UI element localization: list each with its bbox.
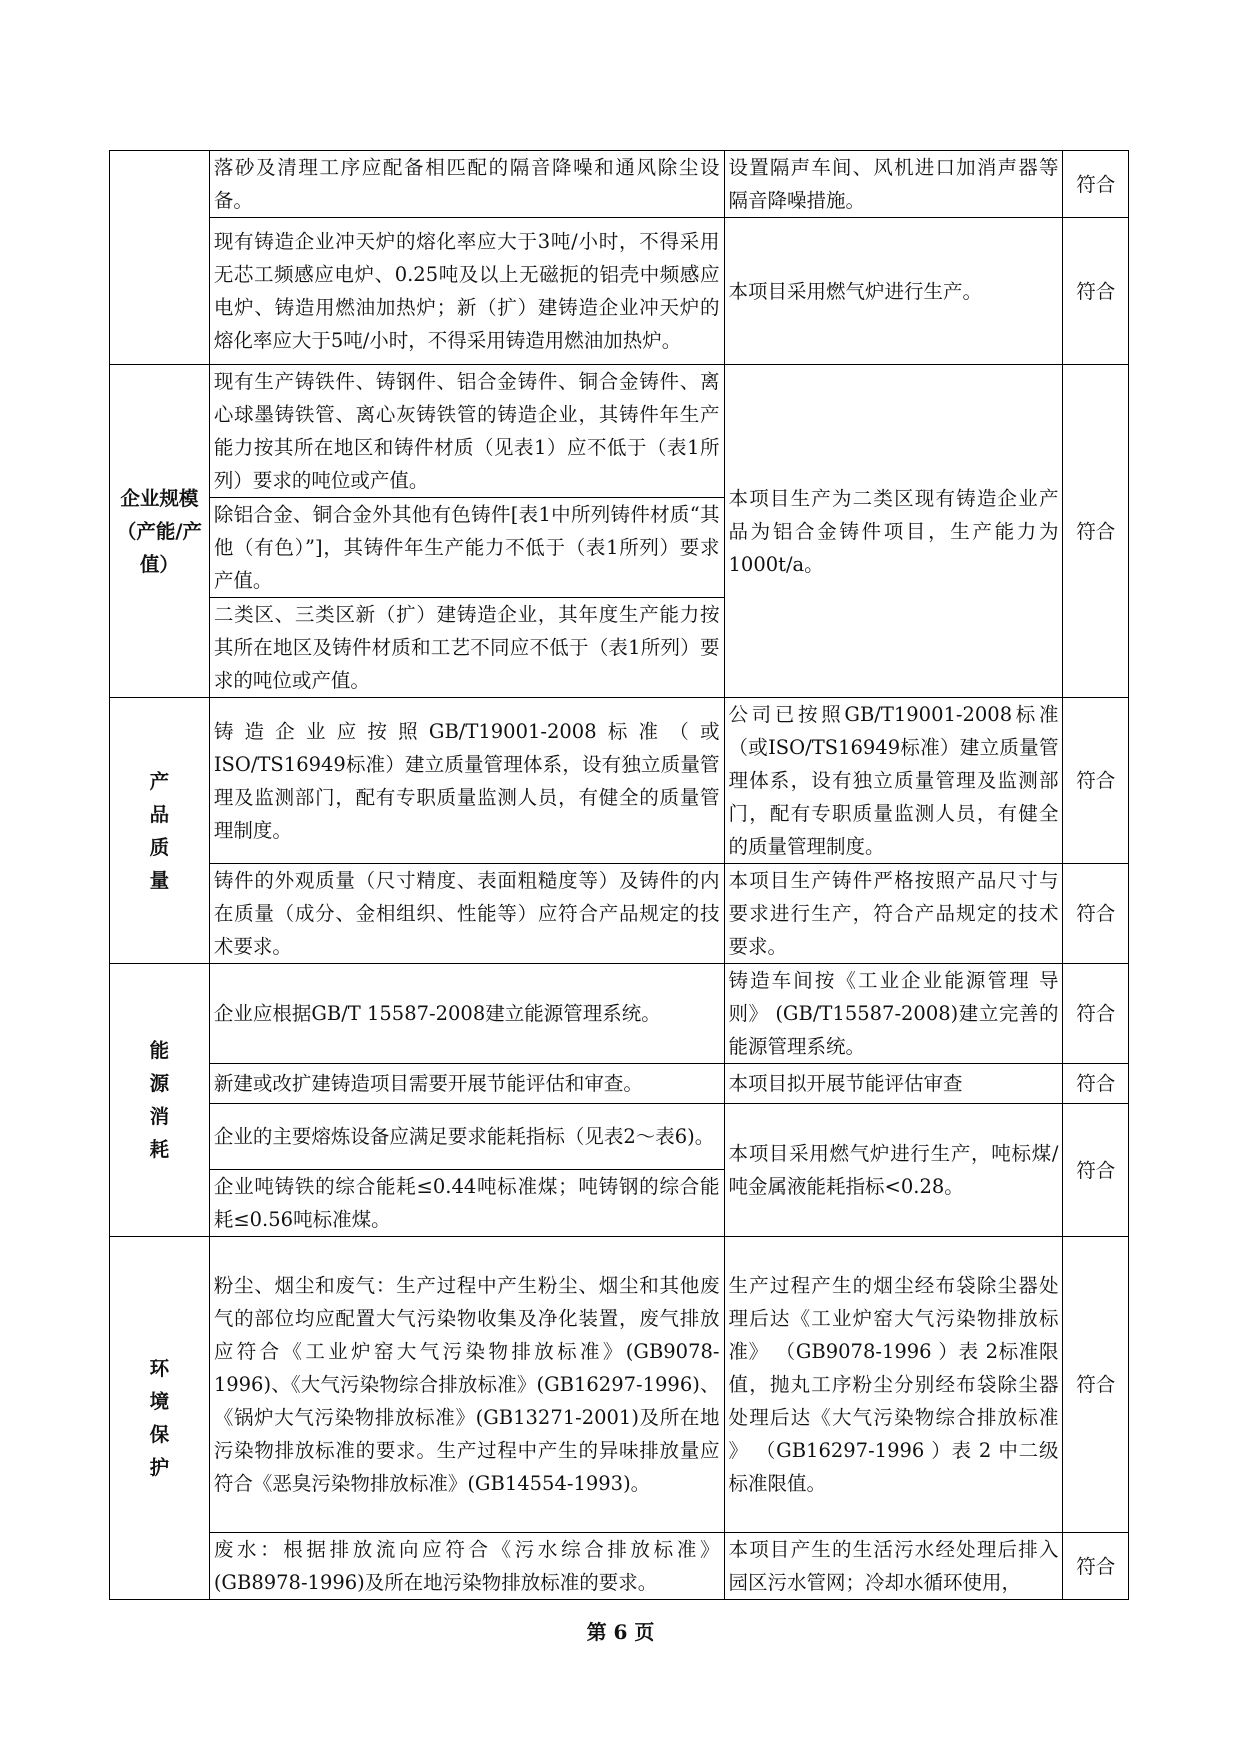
category-char: 产 xyxy=(149,769,170,793)
project-status-cell: 本项目拟开展节能评估审查 xyxy=(724,1064,1063,1104)
category-energy xyxy=(110,964,210,1237)
category-char: 能 xyxy=(149,1039,170,1062)
project-status-cell: 铸造车间按《工业企业能源管理 导则》 (GB/T15587-2008)建立完善的能源管理系统。 xyxy=(724,964,1063,1064)
requirement-cell: 除铝合金、铜合金外其他有色铸件[表1中所列铸件材质“其他（有色）”]，其铸件年生产能力不低于（表1所列）要求产值。 xyxy=(209,498,724,598)
category-environment xyxy=(110,1237,210,1600)
result-cell: 符合 xyxy=(1063,864,1129,964)
project-status-cell: 本项目采用燃气炉进行生产，吨标煤/吨金属液能耗指标<0.28。 xyxy=(724,1104,1063,1237)
project-status-cell: 设置隔声车间、风机进口加消声器等隔音降噪措施。 xyxy=(724,151,1063,218)
project-status-cell: 生产过程产生的烟尘经布袋除尘器处理后达《工业炉窑大气污染物排放标准》 （GB9078-1996 ）表 2标准限值，抛丸工序粉尘分别经布袋除尘器处理后达《大气污染物综合排放标准 》 （GB16297-1996 ）表 2 中二级标准限值。 xyxy=(724,1237,1063,1533)
table-row xyxy=(110,698,1129,864)
category-scale: 企业规模（产能/产值） xyxy=(110,365,210,698)
project-status-cell: 公司已按照GB/T19001-2008标准（或ISO/TS16949标准）建立质量管理体系，设有独立质量管理及监测部门，配有专职质量监测人员，有健全的质量管理制度。 xyxy=(724,698,1063,864)
result-cell: 符合 xyxy=(1063,1064,1129,1104)
result-cell: 符合 xyxy=(1063,1533,1129,1600)
table-row xyxy=(110,1533,1129,1600)
requirement-cell: 落砂及清理工序应配备相匹配的隔音降噪和通风除尘设备。 xyxy=(209,151,724,218)
project-status-cell: 本项目生产为二类区现有铸造企业产品为铝合金铸件项目，生产能力为1000t/a。 xyxy=(724,365,1063,698)
category-char: 环 xyxy=(149,1357,170,1380)
table-row xyxy=(110,218,1129,365)
page-number: 第 6 页 xyxy=(586,1620,655,1644)
result-cell: 符合 xyxy=(1063,698,1129,864)
category-quality xyxy=(110,698,210,964)
requirement-cell: 新建或改扩建铸造项目需要开展节能评估和审查。 xyxy=(209,1064,724,1104)
requirement-cell: 铸造企业应按照GB/T19001-2008标准（或ISO/TS16949标准）建立质量管理体系，设有独立质量管理及监测部门，配有专职质量监测人员，有健全的质量管理制度。 xyxy=(209,698,724,864)
project-status-cell: 本项目生产铸件严格按照产品尺寸与要求进行生产，符合产品规定的技术要求。 xyxy=(724,864,1063,964)
requirement-cell: 现有生产铸铁件、铸钢件、铝合金铸件、铜合金铸件、离心球墨铸铁管、离心灰铸铁管的铸造企业，其铸件年生产能力按其所在地区和铸件材质（见表1）应不低于（表1所列）要求的吨位或产值。 xyxy=(209,365,724,498)
result-cell: 符合 xyxy=(1063,1104,1129,1237)
category-cell-continued xyxy=(110,151,210,365)
requirement-cell: 二类区、三类区新（扩）建铸造企业，其年度生产能力按其所在地区及铸件材质和工艺不同应不低于（表1所列）要求的吨位或产值。 xyxy=(209,598,724,698)
result-cell: 符合 xyxy=(1063,1237,1129,1533)
category-char: 量 xyxy=(149,868,170,892)
requirement-cell: 铸件的外观质量（尺寸精度、表面粗糙度等）及铸件的内在质量（成分、金相组织、性能等）应符合产品规定的技术要求。 xyxy=(209,864,724,964)
table-row xyxy=(110,964,1129,1064)
table-row xyxy=(110,864,1129,964)
requirement-cell: 企业吨铸铁的综合能耗≤0.44吨标准煤；吨铸钢的综合能耗≤0.56吨标准煤。 xyxy=(209,1170,724,1237)
category-char: 保 xyxy=(149,1423,170,1446)
requirement-cell: 粉尘、烟尘和废气：生产过程中产生粉尘、烟尘和其他废气的部位均应配置大气污染物收集及净化装置，废气排放应符合《工业炉窑大气污染物排放标准》(GB9078-1996)、《大气污染物综合排放标准》(GB16297-1996)、《锅炉大气污染物排放标准》(GB13271-2001)及所在地污染物排放标准的要求。生产过程中产生的异味排放量应符合《恶臭污染物排放标准》(GB14554-1993)。 xyxy=(209,1237,724,1533)
result-cell: 符合 xyxy=(1063,365,1129,698)
requirement-cell: 现有铸造企业冲天炉的熔化率应大于3吨/小时，不得采用无芯工频感应电炉、0.25吨及以上无磁扼的铝壳中频感应电炉、铸造用燃油加热炉；新（扩）建铸造企业冲天炉的熔化率应大于5吨/小时，不得采用铸造用燃油加热炉。 xyxy=(209,218,724,365)
result-cell: 符合 xyxy=(1063,151,1129,218)
category-char: 护 xyxy=(149,1456,170,1479)
project-status-cell: 本项目采用燃气炉进行生产。 xyxy=(724,218,1063,365)
category-char: 消 xyxy=(149,1105,170,1128)
requirement-cell: 废水：根据排放流向应符合《污水综合排放标准》(GB8978-1996)及所在地污染物排放标准的要求。 xyxy=(209,1533,724,1600)
result-cell: 符合 xyxy=(1063,964,1129,1064)
category-char: 质 xyxy=(149,835,170,859)
category-char: 源 xyxy=(149,1072,170,1095)
category-char: 境 xyxy=(149,1390,170,1413)
table-row xyxy=(110,151,1129,218)
table-row xyxy=(110,1064,1129,1104)
table-row xyxy=(110,365,1129,498)
table-row xyxy=(110,1237,1129,1533)
requirement-cell: 企业的主要熔炼设备应满足要求能耗指标（见表2～表6)。 xyxy=(209,1104,724,1170)
result-cell: 符合 xyxy=(1063,218,1129,365)
compliance-table xyxy=(109,150,1129,1600)
project-status-cell: 本项目产生的生活污水经处理后排入园区污水管网；冷却水循环使用， xyxy=(724,1533,1063,1600)
category-char: 耗 xyxy=(149,1138,170,1161)
category-char: 品 xyxy=(149,802,170,826)
requirement-cell: 企业应根据GB/T 15587-2008建立能源管理系统。 xyxy=(209,964,724,1064)
table-row xyxy=(110,1104,1129,1170)
